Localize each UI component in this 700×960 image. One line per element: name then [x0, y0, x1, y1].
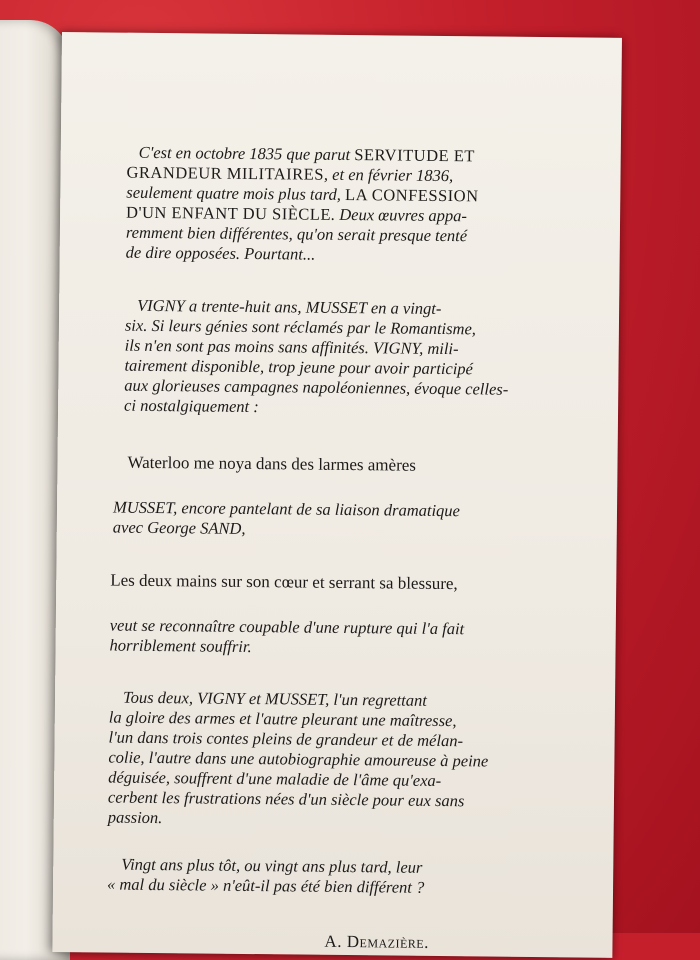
paragraph-2-line-3: ils n'en sont pas moins sans affinités. VIGNY, mili- — [124, 335, 459, 359]
paragraph-5-line-5: déguisée, souffrent d'une maladie de l'âme qu'exa- — [108, 767, 442, 791]
text-span: C'est en octobre 1835 que parut — [138, 142, 355, 165]
title-enfant: D'UN ENFANT DU SIÈCLE — [126, 202, 332, 224]
paragraph-3-line-1: MUSSET, encore pantelant de sa liaison dramatique — [112, 497, 461, 521]
title-servitude: SERVITUDE ET — [354, 145, 476, 166]
paragraph-1-line-6: de dire opposées. Pourtant... — [125, 242, 316, 264]
paragraph-2-line-6: ci nostalgiquement : — [123, 395, 259, 417]
quoted-verse-1: Waterloo me noya dans des larmes amères — [127, 452, 417, 475]
text-span: . Deux œuvres appa- — [330, 204, 468, 226]
text-span: seulement quatre mois plus tard, — [126, 182, 346, 204]
paragraph-2-line-1: VIGNY a trente-huit ans, MUSSET en a vingt- — [137, 295, 442, 318]
paragraph-2-line-5: aux glorieuses campagnes napoléoniennes, évoque celles- — [124, 375, 509, 399]
paragraph-5-line-3: l'un dans trois contes pleins de grandeur et de mélan- — [108, 727, 464, 751]
title-confession: LA CONFESSION — [344, 184, 479, 206]
paragraph-4-line-1: veut se reconnaître coupable d'une rupture qui l'a fait — [109, 615, 465, 639]
quoted-verse-2: Les deux mains sur son cœur et serrant sa blessure, — [110, 570, 458, 594]
paragraph-5-line-6: cerbent les frustrations nées d'un siècle pour eux sans — [107, 787, 465, 811]
paragraph-6-line-2: « mal du siècle » n'eût-il pas été bien différent ? — [106, 874, 425, 897]
paragraph-3-line-2: avec George SAND, — [112, 517, 246, 538]
text-span: , et en février 1836, — [323, 164, 454, 186]
paragraph-2-line-2: six. Si leurs génies sont réclamés par le Romantisme, — [124, 315, 477, 339]
paragraph-5-line-2: la gloire des armes et l'autre pleurant une maîtresse, — [108, 707, 457, 731]
title-grandeur: GRANDEUR MILITAIRES — [126, 162, 325, 184]
page-text — [52, 32, 622, 958]
paragraph-5-line-7: passion. — [107, 807, 163, 828]
paragraph-4-line-2: horriblement souffrir. — [109, 635, 252, 657]
paragraph-6-line-1: Vingt ans plus tôt, ou vingt ans plus tard, leur — [121, 854, 423, 877]
paragraph-5-line-4: colie, l'autre dans une autobiographie amoureuse à peine — [108, 747, 489, 771]
paragraph-2-line-4: tairement disponible, trop jeune pour avoir participé — [124, 355, 474, 379]
paragraph-5-line-1: Tous deux, VIGNY et MUSSET, l'un regrettant — [122, 687, 428, 710]
author-signature: A. Demazière. — [324, 931, 430, 952]
paragraph-1-line-5: remment bien différentes, qu'on serait presque tenté — [125, 222, 468, 246]
book-page — [52, 32, 622, 958]
